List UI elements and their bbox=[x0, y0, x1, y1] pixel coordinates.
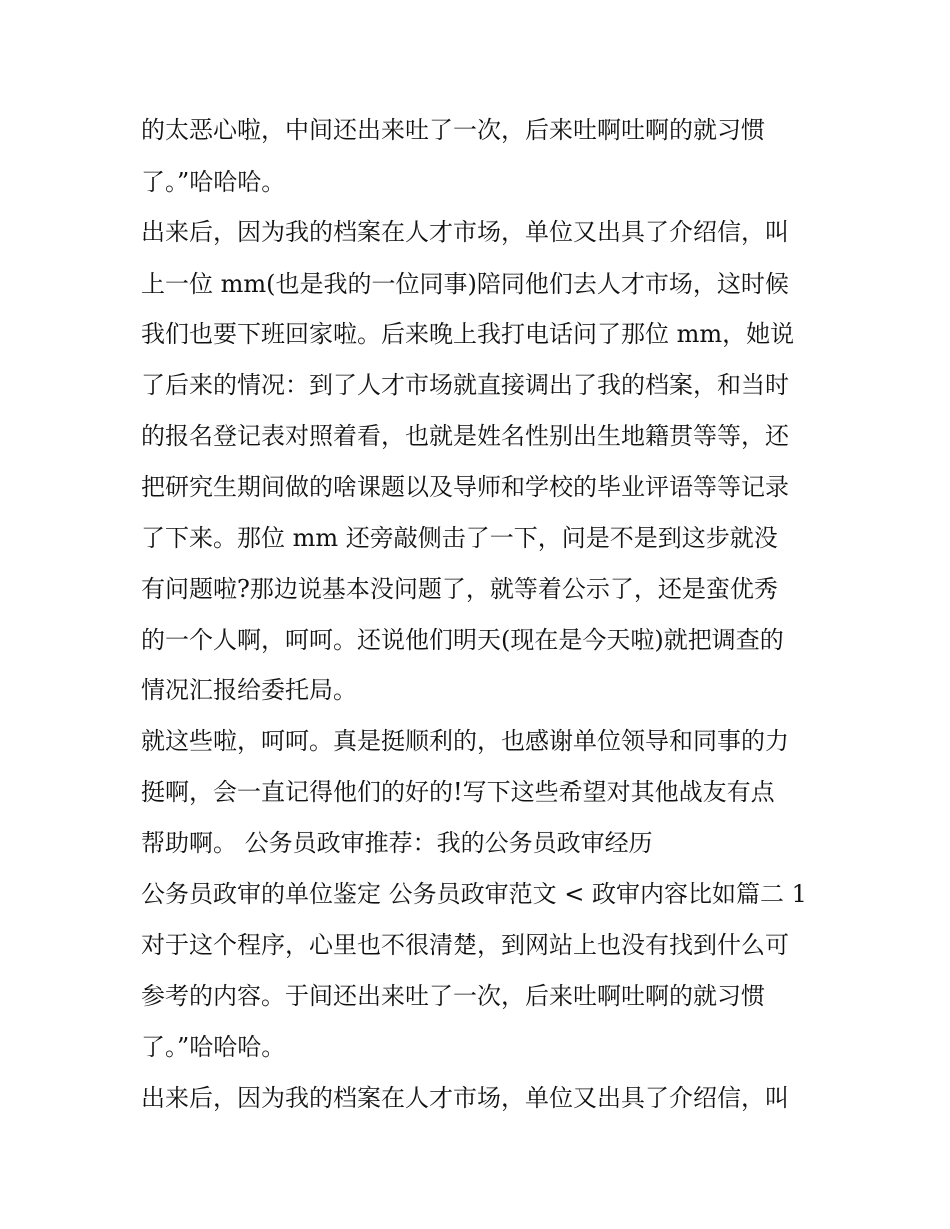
text-line: 帮助啊。 公务员政审推荐：我的公务员政审经历 bbox=[141, 829, 653, 857]
text-line: 情况汇报给委托局。 bbox=[141, 676, 357, 704]
text-line: 了。”哈哈哈。 bbox=[141, 1033, 286, 1061]
text-line: 有问题啦?那边说基本没问题了，就等着公示了，还是蛮优秀 bbox=[141, 575, 778, 603]
text-line: 了。”哈哈哈。 bbox=[141, 168, 286, 196]
text-line: 出来后，因为我的档案在人才市场，单位又出具了介绍信，叫 bbox=[141, 218, 789, 246]
text-line: 出来后，因为我的档案在人才市场，单位又出具了介绍信，叫 bbox=[141, 1084, 789, 1112]
text-line: 公务员政审的单位鉴定 公务员政审范文 < 政审内容比如篇二 1 bbox=[141, 880, 807, 908]
text-line: 就这些啦，呵呵。真是挺顺利的，也感谢单位领导和同事的力 bbox=[141, 727, 789, 755]
text-line: 了下来。那位 mm 还旁敲侧击了一下，问是不是到这步就没 bbox=[141, 524, 778, 552]
text-line: 的太恶心啦，中间还出来吐了一次，后来吐啊吐啊的就习惯 bbox=[141, 116, 765, 144]
text-line: 了后来的情况：到了人才市场就直接调出了我的档案，和当时 bbox=[141, 371, 789, 399]
text-line: 的一个人啊，呵呵。还说他们明天(现在是今天啦)就把调查的 bbox=[141, 626, 784, 654]
text-line: 把研究生期间做的啥课题以及导师和学校的毕业评语等等记录 bbox=[141, 473, 789, 501]
text-line: 对于这个程序，心里也不很清楚，到网站上也没有找到什么可 bbox=[141, 931, 789, 959]
text-line: 挺啊，会一直记得他们的好的!写下这些希望对其他战友有点 bbox=[141, 778, 775, 806]
text-line: 上一位 mm(也是我的一位同事)陪同他们去人才市场，这时候 bbox=[141, 270, 789, 298]
text-line: 的报名登记表对照着看，也就是姓名性别出生地籍贯等等，还 bbox=[141, 422, 789, 450]
text-line: 我们也要下班回家啦。后来晚上我打电话问了那位 mm，她说 bbox=[141, 320, 795, 348]
text-line: 参考的内容。于间还出来吐了一次，后来吐啊吐啊的就习惯 bbox=[141, 982, 765, 1010]
